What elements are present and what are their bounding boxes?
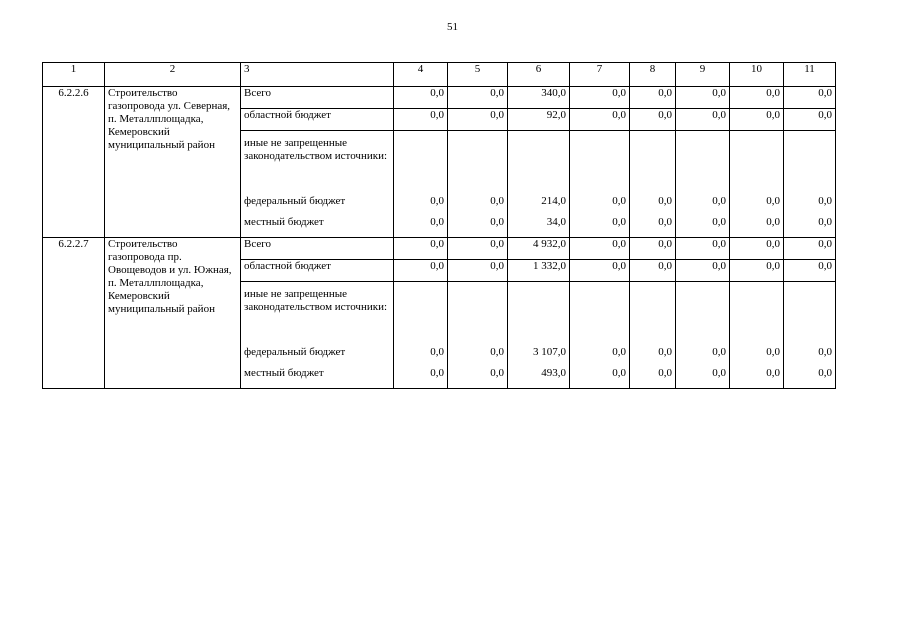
amount-cell: 0,0	[730, 346, 784, 367]
amount-cell: 0,0	[630, 216, 676, 238]
budget-table	[42, 62, 836, 389]
funding-source: Всего	[241, 87, 394, 109]
amount-cell: 0,0	[570, 238, 630, 260]
amount-cell: 0,0	[730, 87, 784, 109]
amount-cell: 0,0	[730, 367, 784, 389]
amount-cell: 0,0	[394, 260, 448, 282]
amount-cell	[630, 282, 676, 347]
header-row	[43, 63, 836, 87]
amount-cell: 0,0	[570, 367, 630, 389]
funding-source: иные не запрещенные законодательством источники:	[241, 282, 394, 347]
amount-cell: 92,0	[508, 109, 570, 131]
amount-cell: 0,0	[394, 195, 448, 216]
amount-cell: 0,0	[448, 87, 508, 109]
amount-cell: 0,0	[676, 87, 730, 109]
amount-cell: 0,0	[570, 260, 630, 282]
funding-source: местный бюджет	[241, 367, 394, 389]
column-header: 6	[508, 63, 570, 87]
funding-source: областной бюджет	[241, 260, 394, 282]
amount-cell: 0,0	[630, 260, 676, 282]
amount-cell: 340,0	[508, 87, 570, 109]
amount-cell: 0,0	[630, 367, 676, 389]
amount-cell: 34,0	[508, 216, 570, 238]
amount-cell: 0,0	[630, 238, 676, 260]
amount-cell: 0,0	[394, 216, 448, 238]
amount-cell	[448, 282, 508, 347]
amount-cell: 0,0	[676, 109, 730, 131]
amount-cell	[676, 131, 730, 196]
amount-cell	[784, 131, 836, 196]
amount-cell: 0,0	[394, 109, 448, 131]
amount-cell: 0,0	[676, 238, 730, 260]
column-header: 8	[630, 63, 676, 87]
amount-cell: 0,0	[676, 195, 730, 216]
amount-cell	[394, 282, 448, 347]
amount-cell: 0,0	[784, 238, 836, 260]
amount-cell: 0,0	[394, 346, 448, 367]
amount-cell: 0,0	[448, 109, 508, 131]
amount-cell: 0,0	[676, 216, 730, 238]
amount-cell: 0,0	[676, 346, 730, 367]
item-name: Строительство газопровода ул. Северная, п. Металлплощадка, Кемеровский муниципальный район	[105, 87, 241, 238]
amount-cell: 0,0	[630, 346, 676, 367]
amount-cell: 0,0	[394, 238, 448, 260]
column-header: 1	[43, 63, 105, 87]
amount-cell: 3 107,0	[508, 346, 570, 367]
amount-cell	[630, 131, 676, 196]
amount-cell: 0,0	[676, 260, 730, 282]
amount-cell	[730, 131, 784, 196]
amount-cell	[448, 131, 508, 196]
amount-cell: 1 332,0	[508, 260, 570, 282]
amount-cell: 214,0	[508, 195, 570, 216]
amount-cell: 0,0	[448, 216, 508, 238]
column-header: 5	[448, 63, 508, 87]
amount-cell: 0,0	[784, 216, 836, 238]
funding-source: иные не запрещенные законодательством источники:	[241, 131, 394, 196]
column-header: 4	[394, 63, 448, 87]
amount-cell: 0,0	[448, 367, 508, 389]
item-code: 6.2.2.7	[43, 238, 105, 389]
column-header: 2	[105, 63, 241, 87]
amount-cell: 0,0	[784, 109, 836, 131]
amount-cell: 0,0	[784, 346, 836, 367]
amount-cell: 0,0	[730, 109, 784, 131]
column-header: 9	[676, 63, 730, 87]
amount-cell: 0,0	[448, 260, 508, 282]
amount-cell: 0,0	[570, 346, 630, 367]
amount-cell: 0,0	[730, 238, 784, 260]
funding-source: федеральный бюджет	[241, 346, 394, 367]
amount-cell	[508, 131, 570, 196]
amount-cell: 0,0	[394, 367, 448, 389]
amount-cell: 493,0	[508, 367, 570, 389]
amount-cell	[570, 282, 630, 347]
table-row	[43, 87, 836, 109]
amount-cell: 0,0	[570, 109, 630, 131]
table-body	[43, 87, 836, 389]
item-code: 6.2.2.6	[43, 87, 105, 238]
amount-cell: 0,0	[448, 238, 508, 260]
amount-cell: 0,0	[730, 260, 784, 282]
amount-cell: 0,0	[630, 109, 676, 131]
amount-cell: 4 932,0	[508, 238, 570, 260]
amount-cell	[784, 282, 836, 347]
amount-cell: 0,0	[570, 216, 630, 238]
amount-cell	[508, 282, 570, 347]
amount-cell: 0,0	[676, 367, 730, 389]
amount-cell: 0,0	[570, 195, 630, 216]
amount-cell: 0,0	[630, 87, 676, 109]
amount-cell: 0,0	[630, 195, 676, 216]
amount-cell: 0,0	[570, 87, 630, 109]
amount-cell: 0,0	[448, 346, 508, 367]
funding-source: местный бюджет	[241, 216, 394, 238]
column-header: 11	[784, 63, 836, 87]
item-name: Строительство газопровода пр. Овощеводов и ул. Южная, п. Металлплощадка, Кемеровский муниципальный район	[105, 238, 241, 389]
amount-cell	[570, 131, 630, 196]
table-row	[43, 238, 836, 260]
amount-cell: 0,0	[784, 195, 836, 216]
amount-cell	[394, 131, 448, 196]
amount-cell	[676, 282, 730, 347]
funding-source: Всего	[241, 238, 394, 260]
column-header: 3	[241, 63, 394, 87]
amount-cell: 0,0	[784, 367, 836, 389]
funding-source: областной бюджет	[241, 109, 394, 131]
amount-cell: 0,0	[448, 195, 508, 216]
column-header: 10	[730, 63, 784, 87]
amount-cell: 0,0	[784, 87, 836, 109]
amount-cell: 0,0	[784, 260, 836, 282]
amount-cell: 0,0	[394, 87, 448, 109]
column-header: 7	[570, 63, 630, 87]
page-number: 51	[447, 21, 458, 33]
amount-cell: 0,0	[730, 195, 784, 216]
amount-cell	[730, 282, 784, 347]
amount-cell: 0,0	[730, 216, 784, 238]
funding-source: федеральный бюджет	[241, 195, 394, 216]
